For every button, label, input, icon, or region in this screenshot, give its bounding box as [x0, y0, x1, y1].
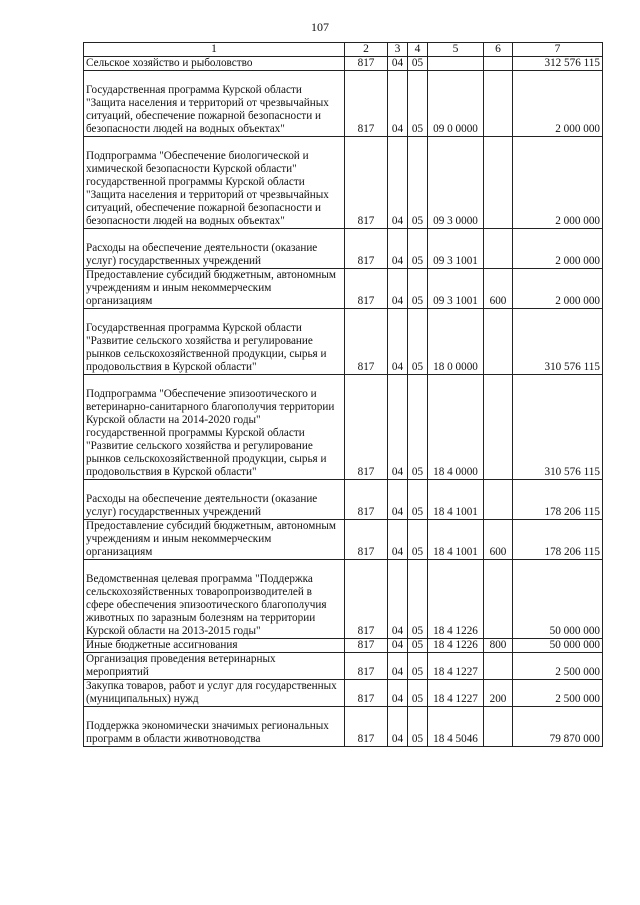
row-name-line: Сельское хозяйство и рыболовство — [86, 57, 253, 69]
section-cell: 04 — [388, 680, 408, 707]
amount-cell: 178 206 115 — [513, 480, 603, 520]
row-name-line: химической безопасности Курской области" — [86, 163, 297, 175]
amount-cell: 2 500 000 — [513, 680, 603, 707]
code-cell: 817 — [345, 560, 388, 639]
expense-type-cell — [484, 309, 513, 375]
expense-type-cell — [484, 375, 513, 480]
section-cell: 04 — [388, 560, 408, 639]
row-name-line: Курской области на 2013-2015 годы" — [86, 625, 261, 637]
header-cell-4: 4 — [408, 43, 428, 57]
section-cell: 04 — [388, 480, 408, 520]
code-cell: 817 — [345, 639, 388, 653]
code-cell: 817 — [345, 680, 388, 707]
row-name-line — [86, 229, 342, 242]
table-row — [84, 375, 603, 480]
code-cell: 817 — [345, 71, 388, 137]
amount-cell: 2 000 000 — [513, 269, 603, 309]
row-name-line: продовольствия в Курской области" — [86, 361, 257, 373]
target-article-cell: 09 3 1001 — [428, 229, 484, 269]
row-name-line: Курской области на 2014-2020 годы" — [86, 414, 261, 426]
amount-cell: 2 000 000 — [513, 137, 603, 229]
header-cell-1: 1 — [84, 43, 345, 57]
target-article-cell: 18 4 0000 — [428, 375, 484, 480]
subsection-cell: 05 — [408, 57, 428, 71]
target-article-cell: 18 4 1001 — [428, 520, 484, 560]
row-name-line: Государственная программа Курской области — [86, 84, 302, 96]
expense-type-cell — [484, 560, 513, 639]
row-name-cell — [84, 639, 345, 653]
amount-cell: 50 000 000 — [513, 560, 603, 639]
table-row — [84, 480, 603, 520]
amount-cell: 2 000 000 — [513, 71, 603, 137]
row-name-line: программ в области животноводства — [86, 733, 261, 745]
amount-cell: 2 500 000 — [513, 653, 603, 680]
row-name-line — [86, 137, 342, 150]
row-name-line: "Развитие сельского хозяйства и регулирование — [86, 335, 313, 347]
row-name-line: государственной программы Курской области — [86, 427, 305, 439]
expense-type-cell — [484, 137, 513, 229]
row-name-line: Подпрограмма "Обеспечение биологической и — [86, 150, 309, 162]
target-article-cell: 18 4 1226 — [428, 560, 484, 639]
section-cell: 04 — [388, 375, 408, 480]
row-name-line: безопасности людей на водных объектах" — [86, 215, 285, 227]
row-name-line: "Защита населения и территорий от чрезвычайных — [86, 189, 329, 201]
row-name-line — [86, 309, 342, 322]
section-cell: 04 — [388, 520, 408, 560]
row-name-line: Расходы на обеспечение деятельности (оказание — [86, 242, 318, 254]
row-name-line — [86, 375, 342, 388]
row-name-cell — [84, 71, 345, 137]
section-cell: 04 — [388, 137, 408, 229]
table-row — [84, 560, 603, 639]
target-article-cell — [428, 57, 484, 71]
page-number: 107 — [311, 20, 329, 34]
row-name-cell — [84, 707, 345, 747]
section-cell: 04 — [388, 269, 408, 309]
row-name-cell — [84, 680, 345, 707]
table-row — [84, 309, 603, 375]
code-cell: 817 — [345, 707, 388, 747]
row-name-line: учреждениям и иным некоммерческим — [86, 282, 272, 294]
row-name-line: (муниципальных) нужд — [86, 693, 199, 705]
row-name-line: услуг) государственных учреждений — [86, 255, 262, 267]
row-name-line: ветеринарно-санитарного благополучия территории — [86, 401, 335, 413]
code-cell: 817 — [345, 375, 388, 480]
code-cell: 817 — [345, 480, 388, 520]
code-cell: 817 — [345, 653, 388, 680]
row-name-line: Предоставление субсидий бюджетным, автономным — [86, 520, 336, 532]
expense-type-cell — [484, 71, 513, 137]
row-name-cell — [84, 269, 345, 309]
row-name-cell — [84, 309, 345, 375]
row-name-line — [86, 71, 342, 84]
row-name-line: мероприятий — [86, 666, 149, 678]
row-name-line: Подпрограмма "Обеспечение эпизоотического и — [86, 388, 317, 400]
row-name-cell — [84, 653, 345, 680]
header-cell-3: 3 — [388, 43, 408, 57]
subsection-cell: 05 — [408, 309, 428, 375]
row-name-cell — [84, 375, 345, 480]
table-row — [84, 137, 603, 229]
amount-cell: 79 870 000 — [513, 707, 603, 747]
row-name-line: Иные бюджетные ассигнования — [86, 639, 238, 651]
expense-type-cell — [484, 653, 513, 680]
code-cell: 817 — [345, 229, 388, 269]
code-cell: 817 — [345, 520, 388, 560]
table-row — [84, 269, 603, 309]
row-name-line: продовольствия в Курской области" — [86, 466, 257, 478]
header-cell-7: 7 — [513, 43, 603, 57]
row-name-line: Поддержка экономически значимых региональных — [86, 720, 329, 732]
target-article-cell: 09 3 0000 — [428, 137, 484, 229]
section-cell: 04 — [388, 71, 408, 137]
code-cell: 817 — [345, 137, 388, 229]
header-cell-5: 5 — [428, 43, 484, 57]
section-cell: 04 — [388, 229, 408, 269]
table-row — [84, 520, 603, 560]
row-name-line: организациям — [86, 546, 153, 558]
section-cell: 04 — [388, 653, 408, 680]
row-name-line: ситуаций, обеспечение пожарной безопасности и — [86, 110, 321, 122]
subsection-cell: 05 — [408, 680, 428, 707]
expense-type-cell — [484, 480, 513, 520]
row-name-line: учреждениям и иным некоммерческим — [86, 533, 272, 545]
row-name-line: организациям — [86, 295, 153, 307]
target-article-cell: 18 4 1226 — [428, 639, 484, 653]
header-row — [84, 43, 603, 57]
amount-cell: 178 206 115 — [513, 520, 603, 560]
subsection-cell: 05 — [408, 71, 428, 137]
row-name-line: безопасности людей на водных объектах" — [86, 123, 285, 135]
table-row — [84, 680, 603, 707]
expense-type-cell — [484, 707, 513, 747]
section-cell: 04 — [388, 57, 408, 71]
row-name-line: ситуаций, обеспечение пожарной безопасности и — [86, 202, 321, 214]
row-name-cell — [84, 560, 345, 639]
row-name-cell — [84, 480, 345, 520]
code-cell: 817 — [345, 269, 388, 309]
row-name-line: животных по заразным болезням на территории — [86, 612, 316, 624]
subsection-cell: 05 — [408, 269, 428, 309]
subsection-cell: 05 — [408, 137, 428, 229]
row-name-line — [86, 707, 342, 720]
row-name-line: "Защита населения и территорий от чрезвычайных — [86, 97, 329, 109]
row-name-line: государственной программы Курской области — [86, 176, 305, 188]
subsection-cell: 05 — [408, 560, 428, 639]
row-name-line: "Развитие сельского хозяйства и регулирование — [86, 440, 313, 452]
expense-type-cell: 600 — [484, 269, 513, 309]
table-row — [84, 57, 603, 71]
row-name-line: Организация проведения ветеринарных — [86, 653, 276, 665]
target-article-cell: 18 4 1227 — [428, 653, 484, 680]
header-cell-6: 6 — [484, 43, 513, 57]
row-name-line — [86, 480, 342, 493]
row-name-line: услуг) государственных учреждений — [86, 506, 262, 518]
target-article-cell: 09 0 0000 — [428, 71, 484, 137]
section-cell: 04 — [388, 639, 408, 653]
row-name-line: Закупка товаров, работ и услуг для государственных — [86, 680, 337, 692]
table-row — [84, 653, 603, 680]
expense-type-cell: 800 — [484, 639, 513, 653]
subsection-cell: 05 — [408, 707, 428, 747]
row-name-line — [86, 560, 342, 573]
row-name-cell — [84, 520, 345, 560]
row-name-line: сельскохозяйственных товаропроизводителей в — [86, 586, 312, 598]
table-row — [84, 71, 603, 137]
row-name-line: сфере обеспечения эпизоотического благополучия — [86, 599, 327, 611]
target-article-cell: 18 4 1227 — [428, 680, 484, 707]
subsection-cell: 05 — [408, 520, 428, 560]
target-article-cell: 18 4 1001 — [428, 480, 484, 520]
header-cell-2: 2 — [345, 43, 388, 57]
row-name-line: рынков сельскохозяйственной продукции, сырья и — [86, 348, 327, 360]
amount-cell: 50 000 000 — [513, 639, 603, 653]
table-body — [84, 43, 603, 747]
subsection-cell: 05 — [408, 229, 428, 269]
subsection-cell: 05 — [408, 653, 428, 680]
row-name-cell — [84, 57, 345, 71]
expense-type-cell: 600 — [484, 520, 513, 560]
subsection-cell: 05 — [408, 639, 428, 653]
row-name-line: Расходы на обеспечение деятельности (оказание — [86, 493, 318, 505]
subsection-cell: 05 — [408, 375, 428, 480]
expense-type-cell — [484, 229, 513, 269]
row-name-line: Ведомственная целевая программа "Поддержка — [86, 573, 313, 585]
row-name-line: Государственная программа Курской области — [86, 322, 302, 334]
code-cell: 817 — [345, 309, 388, 375]
expense-type-cell: 200 — [484, 680, 513, 707]
row-name-line: Предоставление субсидий бюджетным, автономным — [86, 269, 336, 281]
amount-cell: 310 576 115 — [513, 375, 603, 480]
expense-type-cell — [484, 57, 513, 71]
table-row — [84, 639, 603, 653]
section-cell: 04 — [388, 707, 408, 747]
table-row — [84, 229, 603, 269]
amount-cell: 312 576 115 — [513, 57, 603, 71]
section-cell: 04 — [388, 309, 408, 375]
subsection-cell: 05 — [408, 480, 428, 520]
target-article-cell: 18 4 5046 — [428, 707, 484, 747]
budget-table — [83, 42, 603, 747]
row-name-cell — [84, 137, 345, 229]
target-article-cell: 09 3 1001 — [428, 269, 484, 309]
row-name-line: рынков сельскохозяйственной продукции, сырья и — [86, 453, 327, 465]
table-row — [84, 707, 603, 747]
target-article-cell: 18 0 0000 — [428, 309, 484, 375]
code-cell: 817 — [345, 57, 388, 71]
amount-cell: 310 576 115 — [513, 309, 603, 375]
amount-cell: 2 000 000 — [513, 229, 603, 269]
row-name-cell — [84, 229, 345, 269]
